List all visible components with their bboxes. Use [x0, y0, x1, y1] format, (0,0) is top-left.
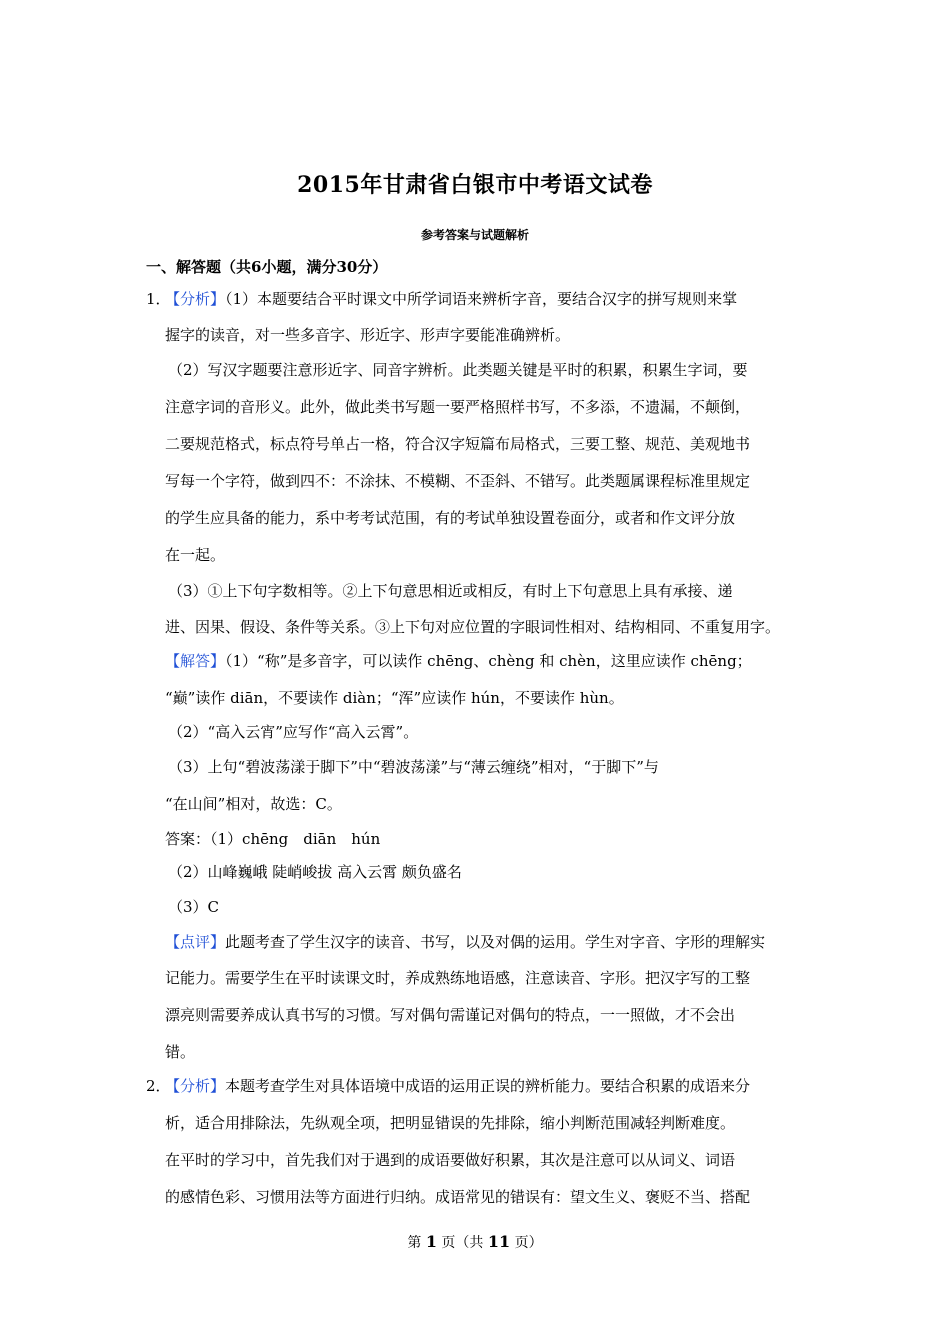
text-line: “在山间”相对，故选：C。	[165, 795, 342, 813]
text-line: 握字的读音，对一些多音字、形近字、形声字要能准确辨析。	[165, 326, 571, 344]
text-line: 在平时的学习中，首先我们对于遇到的成语要做好积累，其次是注意可以从词义、词语	[165, 1151, 736, 1169]
question-number-2: 2．	[146, 1077, 171, 1095]
text-line: “巅”读作 diān，不要读作 diàn；“浑”应读作 hún，不要读作 hùn。	[165, 689, 624, 707]
page-subtitle: 参考答案与试题解析	[420, 228, 529, 242]
text-line: （3）上句“碧波荡漾于脚下”中“碧波荡漾”与“薄云缠绕”相对，“于脚下”与	[168, 758, 659, 776]
text-line: 错。	[165, 1043, 196, 1061]
q2-analysis-line: 【分析】本题考查学生对具体语境中成语的运用正误的辨析能力。要结合积累的成语来分	[165, 1077, 751, 1095]
text-line: 答案：（1）chēng diān hún	[165, 830, 381, 848]
text-line: （2）写汉字题要注意形近字、同音字辨析。此类题关键是平时的积累，积累生字词，要	[168, 361, 748, 379]
text-line: 的学生应具备的能力，系中考考试范围，有的考试单独设置卷面分，或者和作文评分放	[165, 509, 736, 527]
answer-tag: 【解答】	[165, 652, 226, 670]
text-line: 写每一个字符，做到四不：不涂抹、不模糊、不歪斜、不错写。此类题属课程标准里规定	[165, 472, 751, 490]
q1-answer-line: 【解答】（1）“称”是多音字，可以读作 chēng、chèng 和 chèn，这里应读作 chēng；	[165, 652, 752, 670]
analysis-tag: 【分析】	[165, 1077, 226, 1095]
text-line: 在一起。	[165, 546, 226, 564]
section-heading: 一、解答题（共6小题，满分30分）	[146, 258, 388, 276]
page-footer: 第 1 页（共 11 页）	[407, 1232, 543, 1251]
text-line: （3）①上下句字数相等。②上下句意思相近或相反，有时上下句意思上具有承接、递	[168, 582, 733, 600]
comment-tag: 【点评】	[165, 933, 226, 951]
total-pages: 11	[487, 1232, 511, 1251]
page-number: 1	[425, 1232, 437, 1251]
text-line: 的感情色彩、习惯用法等方面进行归纳。成语常见的错误有：望文生义、褒贬不当、搭配	[165, 1188, 751, 1206]
text-line: 进、因果、假设、条件等关系。③上下句对应位置的字眼词性相对、结构相同、不重复用字。	[165, 618, 781, 636]
text-line: （3）C	[168, 898, 220, 916]
text-line: 二要规范格式，标点符号单占一格，符合汉字短篇布局格式，三要工整、规范、美观地书	[165, 435, 751, 453]
analysis-tag: 【分析】	[165, 290, 226, 308]
text-line: 注意字词的音形义。此外，做此类书写题一要严格照样书写，不多添，不遗漏，不颠倒，	[165, 398, 751, 416]
text-line: 记能力。需要学生在平时读课文时，养成熟练地语感，注意读音、字形。把汉字写的工整	[165, 969, 751, 987]
text-line: （2）山峰巍峨 陡峭峻拔 高入云霄 颇负盛名	[168, 863, 462, 881]
text-line: 析，适合用排除法，先纵观全项，把明显错误的先排除，缩小判断范围减轻判断难度。	[165, 1114, 736, 1132]
page-title: 2015年甘肃省白银市中考语文试卷	[297, 172, 653, 198]
text-line: （2）“高入云宵”应写作“高入云霄”。	[168, 723, 419, 741]
q1-comment-line: 【点评】此题考查了学生汉字的读音、书写，以及对偶的运用。学生对字音、字形的理解实	[165, 933, 766, 951]
question-number-1: 1．	[146, 290, 171, 308]
q1-analysis-line: 【分析】（1）本题要结合平时课文中所学词语来辨析字音，要结合汉字的拼写规则来掌	[165, 290, 738, 308]
text-line: 漂亮则需要养成认真书写的习惯。写对偶句需谨记对偶句的特点，一一照做，才不会出	[165, 1006, 736, 1024]
